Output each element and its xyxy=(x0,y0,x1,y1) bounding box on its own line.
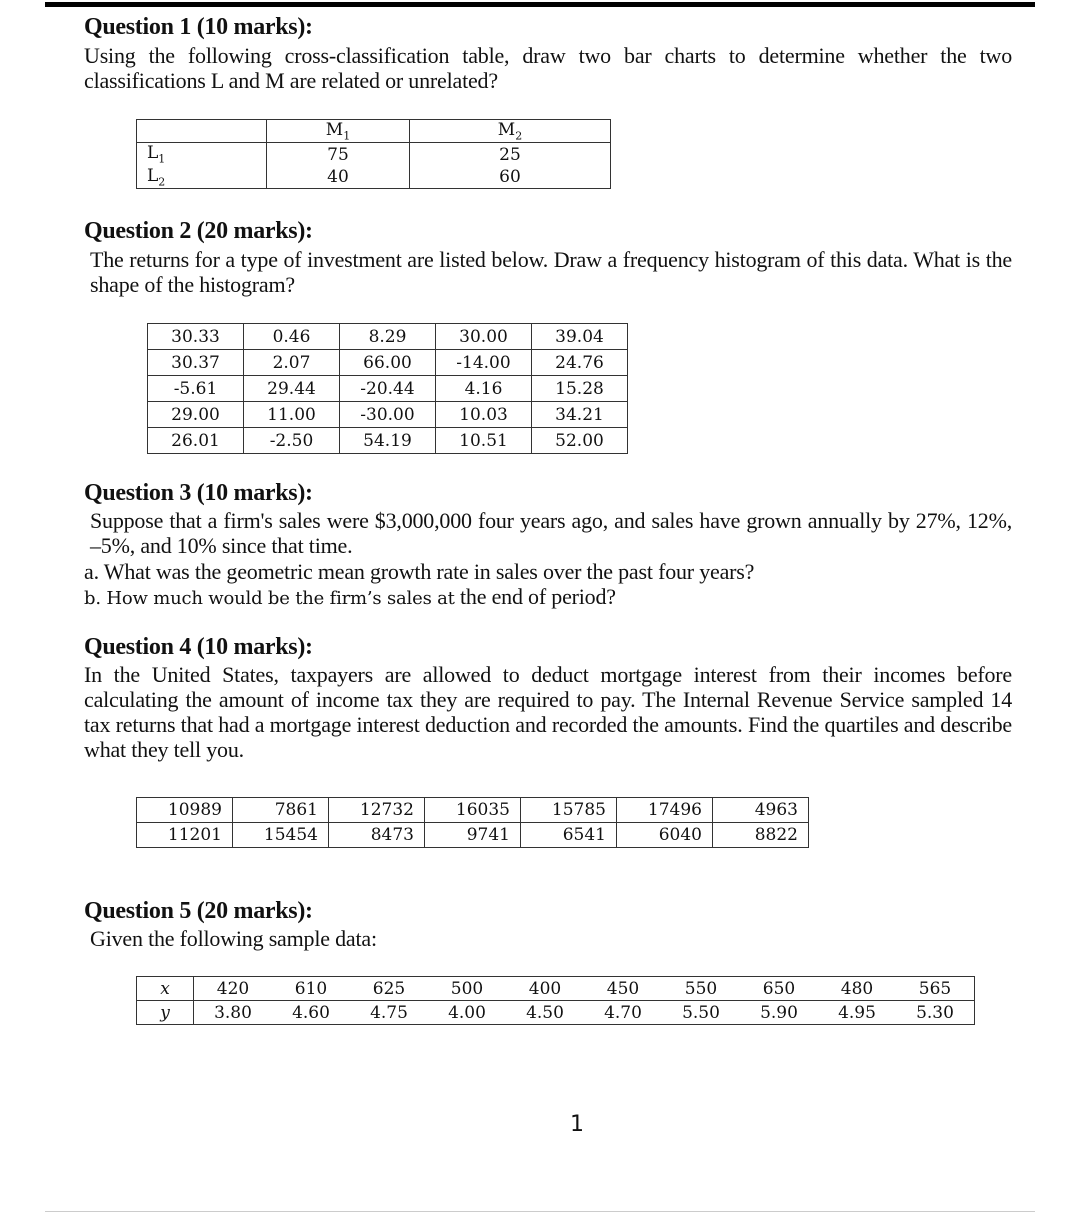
q3-part-b-prefix: b. How much would be the firm’s sales at xyxy=(84,588,455,609)
table-row xyxy=(148,376,628,402)
variable-label: y xyxy=(137,1001,194,1025)
q3-part-b xyxy=(84,584,616,610)
variable-label: x xyxy=(137,977,194,1001)
table-cell: 66.00 xyxy=(340,350,436,376)
table-cell: 550 xyxy=(662,977,740,1001)
table-cell: -14.00 xyxy=(436,350,532,376)
table-cell: 7861 xyxy=(233,798,329,823)
table-cell xyxy=(137,120,267,143)
row-label: $L_1$ xyxy=(137,143,267,166)
page-number: 1 xyxy=(570,1112,584,1137)
table-cell: -5.61 xyxy=(148,376,244,402)
table-cell: 17496 xyxy=(617,798,713,823)
q5-sample-table xyxy=(136,976,975,1025)
q1-text: Using the following cross-classification table, draw two bar charts to determine whether the two classifications L and M are related or unrelated? xyxy=(84,43,1012,93)
table-row xyxy=(148,428,628,454)
table-row xyxy=(148,350,628,376)
table-cell: 12732 xyxy=(329,798,425,823)
table-row xyxy=(137,1001,975,1025)
table-cell: 9741 xyxy=(425,823,521,848)
table-cell: 2.07 xyxy=(244,350,340,376)
table-cell: 4.16 xyxy=(436,376,532,402)
table-cell: 15785 xyxy=(521,798,617,823)
q4-heading: Question 4 (10 marks): xyxy=(84,634,313,660)
table-cell: 565 xyxy=(896,977,975,1001)
table-cell: 420 xyxy=(194,977,273,1001)
q1-heading: Question 1 (10 marks): xyxy=(84,14,313,40)
q3-part-b-suffix: the end of period? xyxy=(460,584,616,609)
table-cell: 16035 xyxy=(425,798,521,823)
table-cell: 29.44 xyxy=(244,376,340,402)
table-cell: 15454 xyxy=(233,823,329,848)
table-cell: 11.00 xyxy=(244,402,340,428)
table-cell: 400 xyxy=(506,977,584,1001)
table-cell: 610 xyxy=(272,977,350,1001)
q4-deductions-table xyxy=(136,797,809,848)
table-row xyxy=(137,143,611,166)
table-cell: 4.00 xyxy=(428,1001,506,1025)
q2-returns-table xyxy=(147,323,628,454)
table-cell: -30.00 xyxy=(340,402,436,428)
q3-part-a: a. What was the geometric mean growth rate in sales over the past four years? xyxy=(84,559,755,584)
table-cell: 8.29 xyxy=(340,324,436,350)
table-cell: 30.37 xyxy=(148,350,244,376)
q3-heading: Question 3 (10 marks): xyxy=(84,480,313,506)
table-cell: 24.76 xyxy=(532,350,628,376)
top-rule xyxy=(45,2,1035,7)
table-cell: 26.01 xyxy=(148,428,244,454)
table-cell: 4.95 xyxy=(818,1001,896,1025)
row-label: $L_2$ xyxy=(137,166,267,189)
table-cell: 650 xyxy=(740,977,818,1001)
table-row xyxy=(137,166,611,189)
bottom-rule xyxy=(45,1211,1035,1212)
table-cell: 40 xyxy=(267,166,410,189)
table-cell: 5.90 xyxy=(740,1001,818,1025)
table-row xyxy=(137,798,809,823)
table-cell: 450 xyxy=(584,977,662,1001)
q4-text: In the United States, taxpayers are allowed to deduct mortgage interest from their incomes before calculating the amount of income tax they are required to pay. The Internal Revenue Service sampled 14 tax returns that had a mortgage interest deduction and recorded the amounts. Find the quartiles and describe what they tell you. xyxy=(84,662,1012,762)
table-cell: 52.00 xyxy=(532,428,628,454)
table-cell: 6541 xyxy=(521,823,617,848)
q5-heading: Question 5 (20 marks): xyxy=(84,898,313,924)
q5-text: Given the following sample data: xyxy=(90,926,377,951)
table-cell: 25 xyxy=(410,143,611,166)
table-cell: 29.00 xyxy=(148,402,244,428)
table-cell: 4.75 xyxy=(350,1001,428,1025)
table-cell: 15.28 xyxy=(532,376,628,402)
q2-text: The returns for a type of investment are listed below. Draw a frequency histogram of this data. What is the shape of the histogram? xyxy=(90,247,1012,297)
table-cell: 5.50 xyxy=(662,1001,740,1025)
table-cell: 10989 xyxy=(137,798,233,823)
table-cell: 625 xyxy=(350,977,428,1001)
table-cell: 60 xyxy=(410,166,611,189)
table-cell: -2.50 xyxy=(244,428,340,454)
table-cell: 30.00 xyxy=(436,324,532,350)
table-cell: 3.80 xyxy=(194,1001,273,1025)
table-cell: 30.33 xyxy=(148,324,244,350)
table-cell: 54.19 xyxy=(340,428,436,454)
table-cell: 10.51 xyxy=(436,428,532,454)
table-row xyxy=(148,324,628,350)
table-cell: 39.04 xyxy=(532,324,628,350)
q3-text: Suppose that a firm's sales were $3,000,000 four years ago, and sales have grown annually by 27%, 12%, –5%, and 10% since that time. xyxy=(90,508,1012,558)
table-header: $M_2$ xyxy=(410,120,611,143)
q2-heading: Question 2 (20 marks): xyxy=(84,218,313,244)
q1-cross-table xyxy=(136,119,611,189)
table-cell: 4.60 xyxy=(272,1001,350,1025)
table-row xyxy=(137,823,809,848)
table-cell: 4.70 xyxy=(584,1001,662,1025)
table-cell: 8822 xyxy=(713,823,809,848)
table-header: $M_1$ xyxy=(267,120,410,143)
table-row xyxy=(148,402,628,428)
table-row xyxy=(137,120,611,143)
table-cell: 0.46 xyxy=(244,324,340,350)
table-cell: 34.21 xyxy=(532,402,628,428)
table-cell: 11201 xyxy=(137,823,233,848)
table-row xyxy=(137,977,975,1001)
table-cell: 5.30 xyxy=(896,1001,975,1025)
table-cell: 8473 xyxy=(329,823,425,848)
table-cell: 6040 xyxy=(617,823,713,848)
table-cell: 4.50 xyxy=(506,1001,584,1025)
table-cell: 480 xyxy=(818,977,896,1001)
table-cell: -20.44 xyxy=(340,376,436,402)
table-cell: 75 xyxy=(267,143,410,166)
table-cell: 500 xyxy=(428,977,506,1001)
table-cell: 10.03 xyxy=(436,402,532,428)
table-cell: 4963 xyxy=(713,798,809,823)
